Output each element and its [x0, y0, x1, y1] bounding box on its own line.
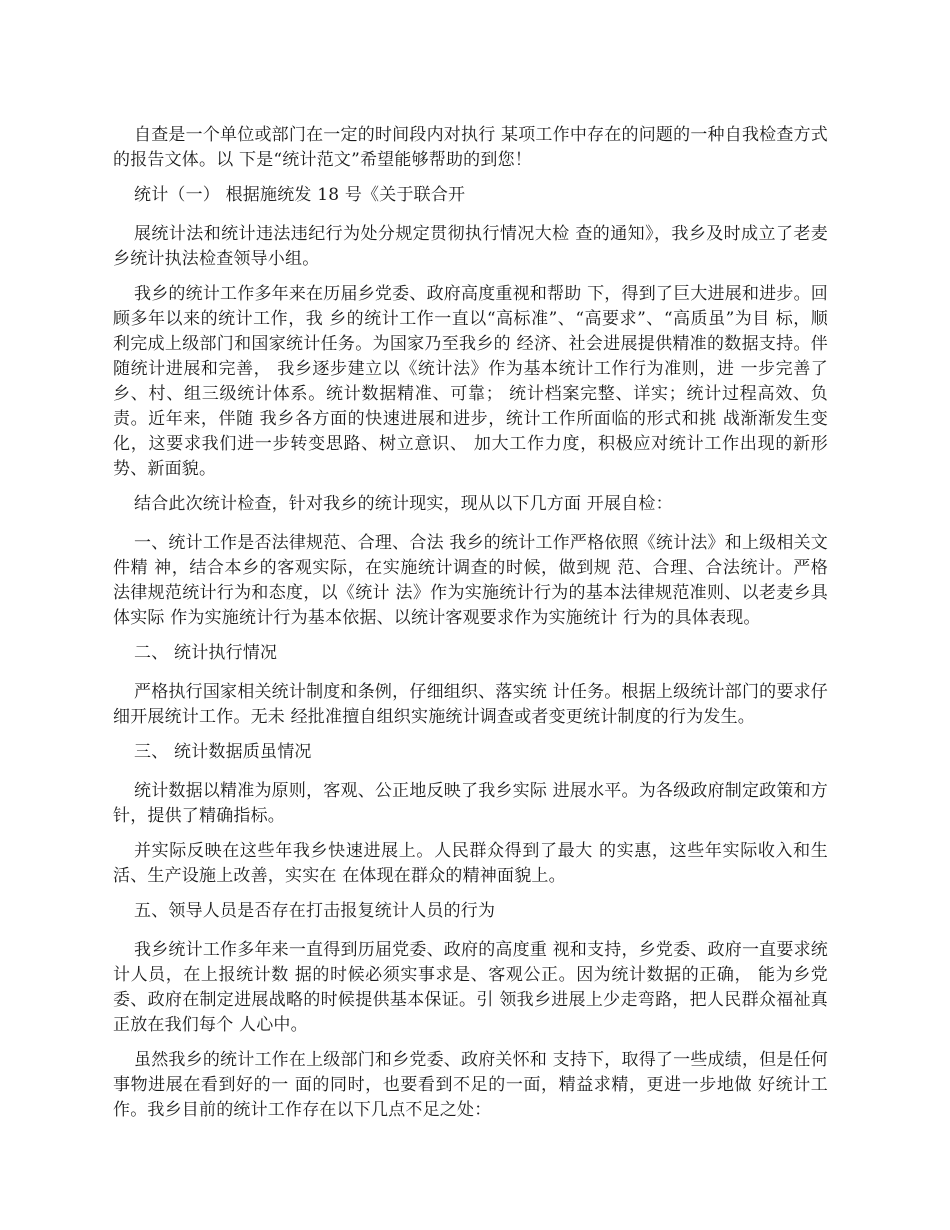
heading-section-three: 三、 统计数据质虽情况: [134, 742, 312, 762]
paragraph-section-three-cont: 并实际反映在这些年我乡快速进展上。人民群众得到了最大 的实惠，这些年实际收入和生活、生产设施上改善，实实在 在体现在群众的精神面貌上。: [113, 841, 828, 886]
heading-section-five: 五、领导人员是否存在打击报复统计人员的行为: [134, 901, 496, 921]
paragraph-notice-start: 统计（一） 根据施统发 18 号《关于联合开: [134, 185, 466, 205]
paragraph-section-two: 严格执行国家相关统计制度和条例，仔细组织、落实统 计任务。根据上级统计部门的要求仔细开展统计工作。无未 经批准擅自组织实施统计调查或者变更统计制度的行为发生。: [113, 682, 828, 727]
paragraph-section-three: 统计数据以精准为原则，客观、公正地反映了我乡实际 进展水平。为各级政府制定政策和方针，提供了精确指标。: [113, 781, 828, 826]
heading-section-two: 二、 统计执行情况: [134, 643, 278, 663]
paragraph-shortcomings: 虽然我乡的统计工作在上级部门和乡党委、政府关怀和 支持下，取得了一些成绩，但是任何事物进展在看到好的一 面的同时，也要看到不足的一面，精益求精，更进一步地做 好统计工作。我乡目前的统计工作存在以下几点不足之处：: [113, 1050, 828, 1120]
paragraph-intro: 自查是一个单位或部门在一定的时间段内对执行 某项工作中存在的问题的一种自我检查方式的报告文体。以 下是“统计范文”希望能够帮助的到您！: [113, 125, 828, 170]
paragraph-section-one: 一、统计工作是否法律规范、合理、合法 我乡的统计工作严格依照《统计法》和上级相关文件精 神，结合本乡的客观实际，在实施统计调查的时候，做到规 范、合理、合法统计。严格法律规范统计行为和态度，以《统计 法》作为实施统计行为的基本法律规范准则、以老麦乡具体实际 作为实施统计行为基本依据、以统计客观要求作为实施统计 行为的具体表现。: [113, 533, 828, 628]
paragraph-history: 我乡的统计工作多年来在历届乡党委、政府高度重视和帮助 下，得到了巨大进展和进步。回顾多年以来的统计工作，我 乡的统计工作一直以“高标准”、“高要求”、“高质虽”为目 标，顺利完成上级部门和国家统计任务。为国家乃至我乡的 经济、社会进展提供精准的数据支持。伴随统计进展和完善， 我乡逐步建立以《统计法》作为基本统计工作行为准则，进 一步完善了乡、村、组三级统计体系。统计数据精准、可靠； 统计档案完整、详实；统计过程高效、负责。近年来，伴随 我乡各方面的快速进展和进步，统计工作所面临的形式和挑 战渐渐发生变化，这要求我们进一步转变思路、树立意识、 加大工作力度，积极应对统计工作出现的新形势、新面貌。: [113, 284, 828, 479]
paragraph-section-five: 我乡统计工作多年来一直得到历届党委、政府的高度重 视和支持，乡党委、政府一直要求统计人员，在上报统计数 据的时候必须实事求是、客观公正。因为统计数据的正确， 能为乡党委、政府在制定进展战略的时候提供基本保证。引 领我乡进展上少走弯路，把人民群众福祉真正放在我们每个 人心中。: [113, 940, 828, 1035]
paragraph-notice-cont: 展统计法和统计违法违纪行为处分规定贯彻执行情况大检 查的通知》，我乡及时成立了老麦乡统计执法检查领导小组。: [113, 224, 828, 269]
paragraph-selfcheck-intro: 结合此次统计检查，针对我乡的统计现实，现从以下几方面 开展自检：: [134, 494, 673, 514]
